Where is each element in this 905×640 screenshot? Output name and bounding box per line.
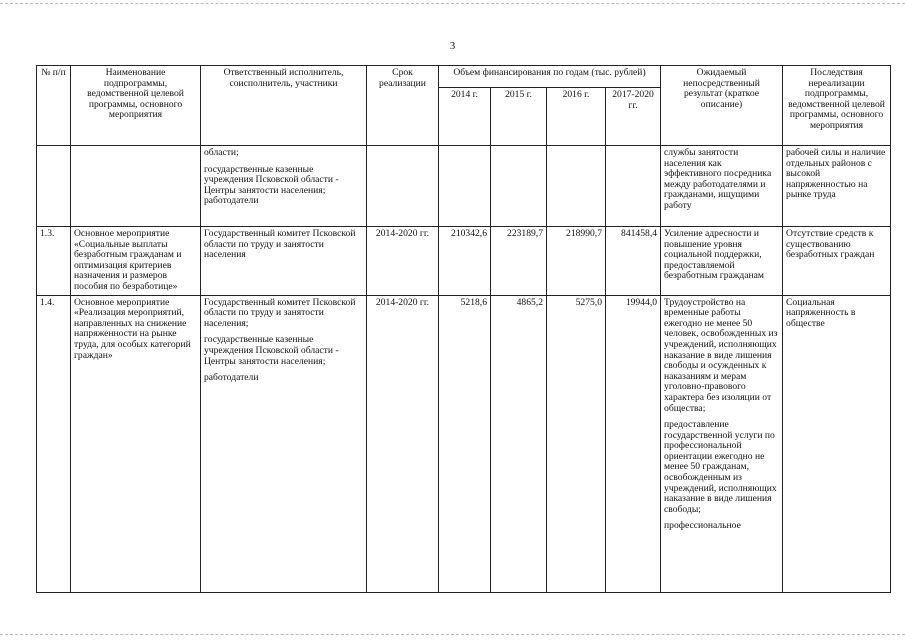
program-table (36, 65, 891, 593)
header-term: Срок реализации (367, 66, 439, 146)
header-year-2017-2020: 2017-2020 гг. (606, 88, 661, 146)
cell-2016: 218990,7 (547, 227, 606, 296)
cell-2016 (547, 146, 606, 227)
cell-executor (201, 146, 367, 227)
cell-2014: 210342,6 (439, 227, 491, 296)
cell-2014: 5218,6 (439, 295, 491, 592)
header-year-2015: 2015 г. (491, 88, 547, 146)
executor-line: государственные казенные учреждения Псковской области - Центры занятости населения; работодатели (204, 163, 339, 207)
executor-line: области; (204, 147, 239, 158)
cell-name: Основное мероприятие «Социальные выплаты безработным гражданам и оптимизация критериев назначения и размеров пособия по безработице» (71, 227, 201, 296)
cell-result (661, 146, 783, 227)
table-row (37, 295, 891, 592)
executor-line: Государственный комитет Псковской области по труду и занятости населения (204, 228, 356, 261)
cell-term: 2014-2020 гг. (367, 295, 439, 592)
scan-top-edge (0, 3, 905, 4)
cell-2017-2020 (606, 146, 661, 227)
cell-2017-2020: 19944,0 (606, 295, 661, 592)
cell-consequences: Отсутствие средств к существованию безработных граждан (783, 227, 891, 296)
result-line: службы занятости населения как эффективного посредника между работодателями и гражданами, ищущими работу (664, 147, 772, 211)
cell-2014 (439, 146, 491, 227)
cell-term: 2014-2020 гг. (367, 227, 439, 296)
result-line: Усиление адресности и повышение уровня социальной поддержки, предоставляемой безработным гражданам (664, 228, 765, 282)
scan-bottom-edge (0, 634, 905, 635)
header-name: Наименование подпрограммы, ведомственной целевой программы, основного мероприятия (71, 66, 201, 146)
header-year-2014: 2014 г. (439, 88, 491, 146)
cell-2015: 223189,7 (491, 227, 547, 296)
result-line: Трудоустройство на временные работы ежегодно не менее 50 человек, освобожденных из учреждений, исполняющих наказание в виде лишения свободы и осужденных к наказаниям и мерам уголовно-правового характера без изоляции от общества; (664, 296, 778, 414)
cell-2015 (491, 146, 547, 227)
cell-term (367, 146, 439, 227)
header-result: Ожидаемый непосредственный результат (краткое описание) (661, 66, 783, 146)
executor-line: работодатели (204, 372, 259, 384)
cell-2017-2020: 841458,4 (606, 227, 661, 296)
table-row (37, 227, 891, 296)
header-executor: Ответственный исполнитель, соисполнитель, участники (201, 66, 367, 146)
cell-num: 1.4. (37, 295, 71, 592)
page-number: 3 (449, 40, 456, 52)
header-financing: Объем финансирования по годам (тыс. рублей) (439, 66, 661, 88)
cell-2016: 5275,0 (547, 295, 606, 592)
table-row (37, 146, 891, 227)
executor-line: Государственный комитет Псковской области по труду и занятости населения; (204, 296, 356, 329)
result-line: предоставление государственной услуги по профессиональной ориентации ежегодно не менее 50 гражданам, освобожденным из учреждений, исполняющих наказание в виде лишения свободы; (664, 419, 777, 515)
cell-result (661, 295, 783, 592)
executor-line: государственные казенные учреждения Псковской области - Центры занятости населения; (204, 334, 339, 367)
header-num: № п/п (37, 66, 71, 146)
cell-name: Основное мероприятие «Реализация мероприятий, направленных на снижение напряженности на рынке труда, для особых категорий граждан» (71, 295, 201, 592)
header-consequences: Последствия нереализации подпрограммы, ведомственной целевой программы, основного мероприятия (783, 66, 891, 146)
cell-consequences: рабочей силы и наличие отдельных районов с высокой напряженностью на рынке труда (783, 146, 891, 227)
header-year-2016: 2016 г. (547, 88, 606, 146)
cell-num: 1.3. (37, 227, 71, 296)
cell-2015: 4865,2 (491, 295, 547, 592)
cell-result (661, 227, 783, 296)
cell-executor (201, 227, 367, 296)
cell-name (71, 146, 201, 227)
result-line: профессиональное (664, 520, 741, 532)
cell-consequences: Социальная напряженность в обществе (783, 295, 891, 592)
cell-executor (201, 295, 367, 592)
cell-num (37, 146, 71, 227)
